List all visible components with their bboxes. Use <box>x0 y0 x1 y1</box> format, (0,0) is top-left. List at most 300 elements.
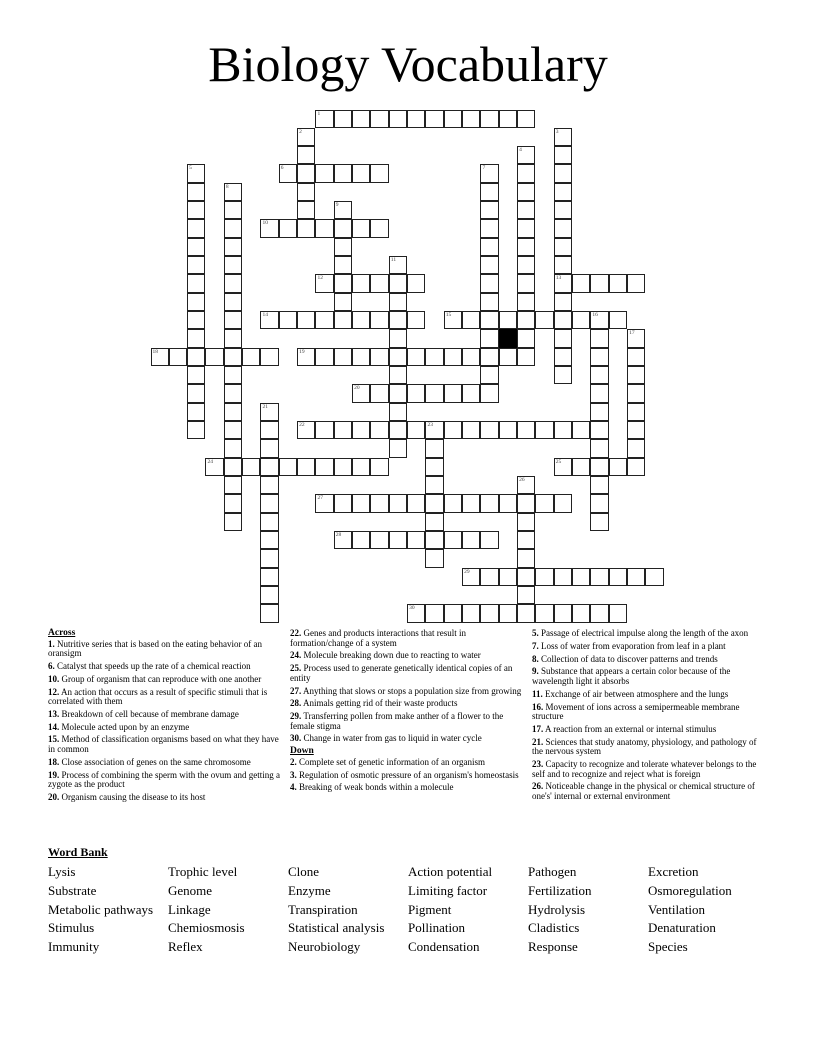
clue <box>532 782 764 801</box>
clue-number: 22 <box>299 422 305 429</box>
grid-cell[interactable] <box>352 164 370 182</box>
grid-cell[interactable] <box>260 421 278 439</box>
grid-cell[interactable] <box>187 384 205 402</box>
grid-cell[interactable] <box>590 384 608 402</box>
grid-cell[interactable] <box>389 439 407 457</box>
grid-cell[interactable] <box>590 421 608 439</box>
grid-cell[interactable] <box>480 531 498 549</box>
grid-cell[interactable] <box>499 568 517 586</box>
grid-cell[interactable] <box>462 604 480 622</box>
grid-cell[interactable] <box>590 329 608 347</box>
grid-cell[interactable] <box>554 238 572 256</box>
grid-cell[interactable] <box>315 458 333 476</box>
grid-cell[interactable] <box>425 531 443 549</box>
grid-cell[interactable] <box>462 348 480 366</box>
grid-cell[interactable] <box>224 348 242 366</box>
grid-cell[interactable] <box>352 494 370 512</box>
grid-cell[interactable] <box>572 274 590 292</box>
grid-cell[interactable] <box>590 513 608 531</box>
grid-cell[interactable] <box>480 329 498 347</box>
grid-cell[interactable] <box>279 311 297 329</box>
grid-cell[interactable] <box>205 458 223 476</box>
grid-cell[interactable] <box>334 531 352 549</box>
grid-cell[interactable] <box>169 348 187 366</box>
grid-cell[interactable] <box>517 604 535 622</box>
grid-cell[interactable] <box>517 586 535 604</box>
grid-cell[interactable] <box>535 568 553 586</box>
grid-cell[interactable] <box>499 311 517 329</box>
word-bank-row <box>48 863 788 882</box>
grid-cell[interactable] <box>609 274 627 292</box>
grid-cell[interactable] <box>389 421 407 439</box>
grid-cell[interactable] <box>535 311 553 329</box>
grid-cell[interactable] <box>334 164 352 182</box>
clue-number: 3 <box>555 128 559 135</box>
grid-cell[interactable] <box>260 439 278 457</box>
grid-cell[interactable] <box>554 164 572 182</box>
grid-cell[interactable] <box>517 164 535 182</box>
grid-cell[interactable] <box>645 568 663 586</box>
grid-cell[interactable] <box>609 458 627 476</box>
grid-cell[interactable] <box>554 568 572 586</box>
grid-cell[interactable] <box>187 256 205 274</box>
grid-cell[interactable] <box>517 293 535 311</box>
grid-cell[interactable] <box>334 256 352 274</box>
grid-cell[interactable] <box>572 421 590 439</box>
grid-cell[interactable] <box>590 439 608 457</box>
grid-cell[interactable] <box>517 549 535 567</box>
grid-cell[interactable] <box>554 421 572 439</box>
grid-cell[interactable] <box>517 513 535 531</box>
grid-cell[interactable] <box>297 311 315 329</box>
grid-cell[interactable] <box>297 183 315 201</box>
grid-cell[interactable] <box>297 164 315 182</box>
clue-number: 17 <box>629 330 635 337</box>
grid-cell[interactable] <box>444 110 462 128</box>
grid-cell[interactable] <box>389 366 407 384</box>
grid-cell[interactable] <box>315 494 333 512</box>
grid-cell[interactable] <box>334 421 352 439</box>
grid-cell[interactable] <box>224 403 242 421</box>
grid-cell[interactable] <box>480 494 498 512</box>
grid-cell[interactable] <box>389 531 407 549</box>
grid-cell[interactable] <box>352 274 370 292</box>
word-bank-item: Substrate <box>48 882 97 898</box>
grid-cell[interactable] <box>517 568 535 586</box>
clue-number: 17. <box>532 723 544 734</box>
grid-cell[interactable] <box>554 458 572 476</box>
grid-cell[interactable] <box>480 274 498 292</box>
grid-cell[interactable] <box>517 421 535 439</box>
grid-cell[interactable] <box>572 568 590 586</box>
grid-cell[interactable] <box>187 201 205 219</box>
grid-cell[interactable] <box>242 458 260 476</box>
grid-cell[interactable] <box>224 219 242 237</box>
grid-cell[interactable] <box>517 183 535 201</box>
crossword-grid[interactable] <box>151 110 671 630</box>
grid-cell[interactable] <box>260 348 278 366</box>
grid-cell[interactable] <box>370 458 388 476</box>
grid-cell[interactable] <box>590 476 608 494</box>
grid-cell[interactable] <box>425 421 443 439</box>
grid-cell[interactable] <box>480 348 498 366</box>
grid-cell[interactable] <box>480 164 498 182</box>
clue-text: Process used to generate genetically identical copies of an entity <box>290 663 513 683</box>
grid-cell[interactable] <box>627 366 645 384</box>
grid-cell[interactable] <box>352 311 370 329</box>
grid-cell[interactable] <box>389 384 407 402</box>
grid-cell[interactable] <box>590 604 608 622</box>
grid-cell[interactable] <box>480 201 498 219</box>
grid-cell[interactable] <box>187 348 205 366</box>
grid-cell[interactable] <box>224 476 242 494</box>
grid-cell[interactable] <box>407 348 425 366</box>
grid-cell[interactable] <box>334 274 352 292</box>
grid-cell[interactable] <box>224 329 242 347</box>
grid-cell[interactable] <box>187 164 205 182</box>
grid-cell[interactable] <box>425 458 443 476</box>
grid-cell[interactable] <box>407 274 425 292</box>
grid-cell[interactable] <box>499 110 517 128</box>
grid-cell[interactable] <box>425 494 443 512</box>
grid-cell[interactable] <box>389 293 407 311</box>
clue-number: 5 <box>189 165 192 172</box>
grid-cell[interactable] <box>627 403 645 421</box>
grid-cell[interactable] <box>224 311 242 329</box>
grid-cell[interactable] <box>297 146 315 164</box>
clue-number: 12 <box>317 275 323 282</box>
grid-cell[interactable] <box>260 476 278 494</box>
grid-cell[interactable] <box>462 568 480 586</box>
grid-cell[interactable] <box>334 311 352 329</box>
clue-text: Anything that slows or stops a population size from growing <box>303 685 522 696</box>
grid-cell[interactable] <box>352 421 370 439</box>
grid-cell[interactable] <box>480 311 498 329</box>
clue-number: 8. <box>532 653 539 664</box>
grid-cell[interactable] <box>187 274 205 292</box>
grid-cell[interactable] <box>370 110 388 128</box>
grid-cell[interactable] <box>260 219 278 237</box>
grid-cell[interactable] <box>517 274 535 292</box>
grid-cell[interactable] <box>444 531 462 549</box>
clue-number: 25 <box>555 458 562 465</box>
grid-cell[interactable] <box>517 329 535 347</box>
grid-cell[interactable] <box>315 164 333 182</box>
grid-cell[interactable] <box>370 421 388 439</box>
grid-cell[interactable] <box>554 348 572 366</box>
grid-cell[interactable] <box>627 458 645 476</box>
grid-cell[interactable] <box>370 494 388 512</box>
grid-cell[interactable] <box>517 146 535 164</box>
clue-number: 13. <box>48 708 60 719</box>
grid-cell[interactable] <box>297 421 315 439</box>
grid-cell[interactable] <box>224 384 242 402</box>
grid-cell[interactable] <box>334 110 352 128</box>
grid-cell[interactable] <box>407 110 425 128</box>
grid-cell[interactable] <box>315 274 333 292</box>
grid-cell[interactable] <box>499 421 517 439</box>
grid-cell[interactable] <box>297 219 315 237</box>
grid-cell[interactable] <box>480 366 498 384</box>
grid-cell[interactable] <box>499 348 517 366</box>
grid-cell[interactable] <box>480 110 498 128</box>
grid-cell[interactable] <box>444 604 462 622</box>
grid-cell[interactable] <box>609 311 627 329</box>
grid-cell[interactable] <box>260 531 278 549</box>
grid-cell[interactable] <box>609 604 627 622</box>
grid-cell[interactable] <box>260 403 278 421</box>
grid-cell[interactable] <box>425 439 443 457</box>
grid-cell[interactable] <box>554 604 572 622</box>
grid-cell[interactable] <box>187 293 205 311</box>
grid-cell[interactable] <box>352 531 370 549</box>
grid-cell[interactable] <box>554 329 572 347</box>
grid-cell[interactable] <box>187 403 205 421</box>
grid-cell[interactable] <box>517 256 535 274</box>
grid-cell[interactable] <box>224 513 242 531</box>
grid-cell[interactable] <box>260 311 278 329</box>
grid-cell[interactable] <box>334 348 352 366</box>
grid-cell[interactable] <box>480 183 498 201</box>
grid-cell[interactable] <box>334 494 352 512</box>
grid-cell[interactable] <box>187 311 205 329</box>
grid-cell[interactable] <box>444 311 462 329</box>
grid-cell[interactable] <box>315 421 333 439</box>
grid-cell[interactable] <box>517 219 535 237</box>
word-bank <box>48 863 788 957</box>
grid-cell[interactable] <box>590 568 608 586</box>
grid-cell[interactable] <box>627 348 645 366</box>
grid-cell[interactable] <box>352 219 370 237</box>
grid-cell[interactable] <box>389 311 407 329</box>
clue-text: Breakdown of cell because of membrane damage <box>61 708 239 719</box>
grid-cell[interactable] <box>352 348 370 366</box>
grid-cell[interactable] <box>554 311 572 329</box>
grid-cell[interactable] <box>517 238 535 256</box>
grid-cell[interactable] <box>425 348 443 366</box>
grid-cell[interactable] <box>370 164 388 182</box>
grid-cell[interactable] <box>315 348 333 366</box>
grid-cell[interactable] <box>590 311 608 329</box>
grid-cell[interactable] <box>187 366 205 384</box>
grid-cell[interactable] <box>425 110 443 128</box>
grid-cell[interactable] <box>224 183 242 201</box>
grid-cell[interactable] <box>554 183 572 201</box>
grid-cell[interactable] <box>627 421 645 439</box>
grid-cell[interactable] <box>407 531 425 549</box>
grid-cell[interactable] <box>444 494 462 512</box>
grid-cell[interactable] <box>389 256 407 274</box>
grid-cell[interactable] <box>462 384 480 402</box>
grid-cell[interactable] <box>480 219 498 237</box>
grid-cell[interactable] <box>187 238 205 256</box>
grid-cell[interactable] <box>627 568 645 586</box>
grid-cell[interactable] <box>517 311 535 329</box>
grid-cell[interactable] <box>334 238 352 256</box>
grid-cell[interactable] <box>315 110 333 128</box>
grid-cell[interactable] <box>590 403 608 421</box>
grid-cell[interactable] <box>462 494 480 512</box>
grid-cell[interactable] <box>224 293 242 311</box>
grid-cell[interactable] <box>425 604 443 622</box>
clue-number: 15 <box>445 312 452 319</box>
grid-cell[interactable] <box>590 366 608 384</box>
grid-cell[interactable] <box>260 513 278 531</box>
grid-cell[interactable] <box>444 421 462 439</box>
grid-cell[interactable] <box>224 201 242 219</box>
grid-cell[interactable] <box>370 274 388 292</box>
grid-cell[interactable] <box>609 568 627 586</box>
grid-cell[interactable] <box>572 311 590 329</box>
word-bank-item: Hydrolysis <box>528 901 586 917</box>
grid-cell[interactable] <box>554 146 572 164</box>
grid-cell[interactable] <box>352 458 370 476</box>
grid-cell[interactable] <box>425 476 443 494</box>
grid-cell[interactable] <box>627 274 645 292</box>
grid-cell[interactable] <box>425 513 443 531</box>
down-heading: Down <box>290 746 314 757</box>
grid-cell[interactable] <box>572 458 590 476</box>
grid-cell[interactable] <box>535 421 553 439</box>
grid-cell[interactable] <box>224 458 242 476</box>
grid-cell[interactable] <box>334 219 352 237</box>
grid-cell[interactable] <box>297 128 315 146</box>
grid-cell[interactable] <box>224 421 242 439</box>
grid-cell[interactable] <box>224 256 242 274</box>
grid-cell[interactable] <box>389 494 407 512</box>
grid-cell[interactable] <box>444 348 462 366</box>
grid-cell[interactable] <box>407 604 425 622</box>
grid-cell[interactable] <box>187 219 205 237</box>
grid-cell[interactable] <box>297 348 315 366</box>
grid-cell[interactable] <box>590 348 608 366</box>
grid-cell[interactable] <box>517 201 535 219</box>
grid-cell[interactable] <box>260 586 278 604</box>
grid-cell[interactable] <box>517 348 535 366</box>
grid-cell[interactable] <box>389 403 407 421</box>
grid-cell[interactable] <box>334 458 352 476</box>
grid-cell[interactable] <box>627 384 645 402</box>
grid-cell[interactable] <box>499 604 517 622</box>
grid-cell[interactable] <box>444 384 462 402</box>
grid-cell[interactable] <box>554 219 572 237</box>
grid-cell[interactable] <box>480 384 498 402</box>
grid-cell[interactable] <box>590 458 608 476</box>
grid-cell[interactable] <box>334 201 352 219</box>
grid-cell[interactable] <box>499 494 517 512</box>
grid-cell[interactable] <box>590 274 608 292</box>
grid-cell[interactable] <box>389 110 407 128</box>
grid-cell[interactable] <box>315 311 333 329</box>
clue-number: 3. <box>290 769 297 780</box>
grid-cell[interactable] <box>407 421 425 439</box>
grid-cell[interactable] <box>517 531 535 549</box>
grid-cell[interactable] <box>462 110 480 128</box>
grid-cell[interactable] <box>462 311 480 329</box>
grid-cell[interactable] <box>462 421 480 439</box>
grid-cell[interactable] <box>224 494 242 512</box>
grid-cell[interactable] <box>224 439 242 457</box>
grid-cell[interactable] <box>554 366 572 384</box>
grid-cell[interactable] <box>627 439 645 457</box>
grid-cell[interactable] <box>279 458 297 476</box>
grid-cell[interactable] <box>590 494 608 512</box>
clue-number: 26 <box>519 477 525 484</box>
grid-cell[interactable] <box>535 494 553 512</box>
grid-cell[interactable] <box>187 421 205 439</box>
grid-cell[interactable] <box>315 219 333 237</box>
grid-cell[interactable] <box>260 549 278 567</box>
grid-cell[interactable] <box>279 164 297 182</box>
grid-cell[interactable] <box>260 604 278 622</box>
grid-cell[interactable] <box>480 238 498 256</box>
grid-cell[interactable] <box>370 384 388 402</box>
grid-cell[interactable] <box>151 348 169 366</box>
grid-cell[interactable] <box>554 256 572 274</box>
grid-cell[interactable] <box>242 348 260 366</box>
grid-cell[interactable] <box>352 384 370 402</box>
grid-cell[interactable] <box>425 549 443 567</box>
grid-cell[interactable] <box>554 494 572 512</box>
grid-cell[interactable] <box>554 201 572 219</box>
grid-cell[interactable] <box>480 293 498 311</box>
grid-cell[interactable] <box>389 348 407 366</box>
clue-text: Animals getting rid of their waste products <box>303 698 458 709</box>
grid-cell[interactable] <box>517 110 535 128</box>
grid-cell[interactable] <box>554 128 572 146</box>
grid-cell[interactable] <box>297 201 315 219</box>
grid-cell[interactable] <box>260 568 278 586</box>
grid-cell[interactable] <box>187 329 205 347</box>
clue-number: 8 <box>225 183 229 190</box>
word-bank-item: Limiting factor <box>408 882 488 898</box>
grid-cell[interactable] <box>462 531 480 549</box>
grid-cell[interactable] <box>370 219 388 237</box>
grid-cell[interactable] <box>572 604 590 622</box>
grid-cell[interactable] <box>407 384 425 402</box>
grid-cell[interactable] <box>352 110 370 128</box>
grid-cell[interactable] <box>535 604 553 622</box>
grid-cell[interactable] <box>407 494 425 512</box>
grid-cell[interactable] <box>297 458 315 476</box>
grid-cell[interactable] <box>205 348 223 366</box>
grid-cell[interactable] <box>224 366 242 384</box>
grid-cell[interactable] <box>554 293 572 311</box>
grid-cell[interactable] <box>480 256 498 274</box>
grid-cell[interactable] <box>334 293 352 311</box>
grid-cell[interactable] <box>554 274 572 292</box>
grid-cell[interactable] <box>425 384 443 402</box>
grid-cell[interactable] <box>517 494 535 512</box>
grid-cell[interactable] <box>627 329 645 347</box>
grid-cell[interactable] <box>187 183 205 201</box>
grid-cell[interactable] <box>517 476 535 494</box>
grid-cell[interactable] <box>370 311 388 329</box>
grid-cell[interactable] <box>389 329 407 347</box>
grid-cell[interactable] <box>224 238 242 256</box>
grid-cell[interactable] <box>480 604 498 622</box>
grid-cell[interactable] <box>260 494 278 512</box>
grid-cell[interactable] <box>480 568 498 586</box>
grid-cell[interactable] <box>389 274 407 292</box>
grid-cell[interactable] <box>279 219 297 237</box>
grid-cell[interactable] <box>260 458 278 476</box>
grid-cell[interactable] <box>480 421 498 439</box>
grid-cell[interactable] <box>224 274 242 292</box>
grid-cell[interactable] <box>370 531 388 549</box>
grid-cell[interactable] <box>407 311 425 329</box>
grid-cell[interactable] <box>370 348 388 366</box>
